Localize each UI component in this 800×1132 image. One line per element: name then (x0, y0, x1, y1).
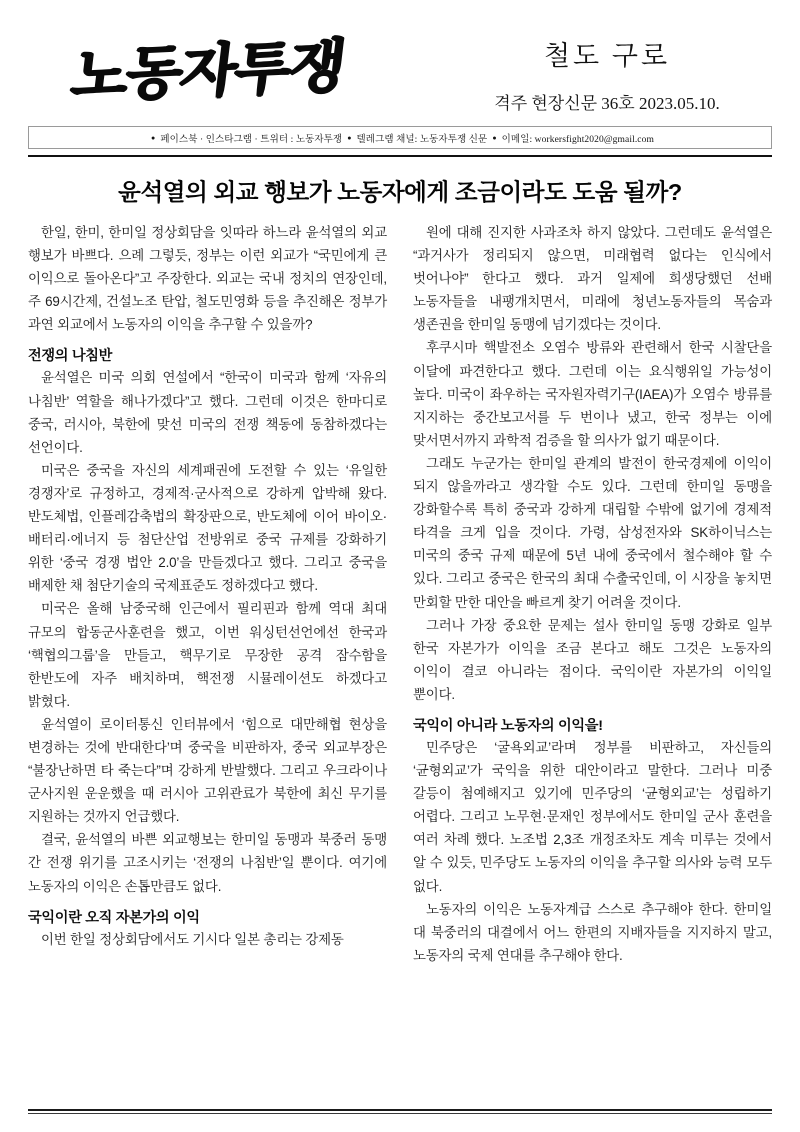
publication-title: 노동자투쟁 (67, 31, 348, 110)
bullet-icon: ● (492, 133, 497, 142)
paragraph: 민주당은 ‘굴욕외교’라며 정부를 비판하고, 자신들의 ‘균형외교’가 국익을 위한 대안이라고 말한다. 그러나 미중 갈등이 첨예해지고 있기에 민주당의 ‘균형외교’는 성립하기 어렵다. 그리고 노무현·문재인 정부에서도 한미일 군사 훈련을 여러 차례 했다. 노조법 2,3조 개정조차도 계속 미루는 것에서 알 수 있듯, 민주당도 노동자의 이익을 추구할 의사와 능력 모두 없다. (413, 739, 772, 894)
bullet-icon: ● (347, 133, 352, 142)
paragraph: 미국은 올해 남중국해 인근에서 필리핀과 함께 역대 최대 규모의 합동군사훈련을 했고, 이번 워싱턴선언에선 한국과 ‘핵협의그룹’을 만들고, 핵무기로 무장한 공격 잠수함을 한반도에 자주 배치하며, 핵전쟁 시뮬레이션도 하겠다고 밝혔다. (28, 601, 387, 709)
paragraph-lead: 한일, 한미, 한미일 정상회담을 잇따라 하느라 윤석열의 외교 행보가 바쁘다. 으례 그렇듯, 정부는 이런 외교가 “국민에게 큰 이익으로 돌아온다”고 주장한다. 외교는 국내 정치의 연장인데, 주 69시간제, 건설노조 탄압, 철도민영화 등을 추진해온 정부가 과연 외교에서 노동자의 이익을 추구할 수 있을까? (28, 225, 387, 333)
paragraph: 윤석열이 로이터통신 인터뷰에서 ‘힘으로 대만해협 현상을 변경하는 것에 반대한다’며 중국을 비판하자, 중국 외교부장은 “불장난하면 타 죽는다”며 강하게 반발했다. 그리고 우크라이나 군사지원 운운했을 때 러시아 고위관료가 북한에 최신 무기를 지원하는 것까지 언급했다. (28, 716, 387, 825)
article-headline: 윤석열의 외교 행보가 노동자에게 조금이라도 도움 될까? (118, 179, 682, 205)
subheading-workers-interest: 국익이 아니라 노동자의 이익을! (413, 717, 603, 734)
contact-social: 페이스북 · 인스타그램 · 트위터 : 노동자투쟁 (160, 134, 343, 145)
subheading-war-compass: 전쟁의 나침반 (28, 348, 113, 365)
edition-meta: 격주 현장신문 36호 2023.05.10. (494, 94, 720, 114)
paragraph: 그러나 가장 중요한 문제는 설사 한미일 동맹 강화로 일부 한국 자본가가 이익을 조금 본다고 해도 그것은 노동자의 이익이 결코 아니라는 점이다. 국익이란 자본가의 이익일 뿐이다. (413, 617, 772, 702)
subheading-national-interest: 국익이란 오직 자본가의 이익 (28, 909, 200, 926)
paragraph: 미국은 중국을 자신의 세계패권에 도전할 수 있는 ‘유일한 경쟁자’로 규정하고, 경제적·군사적으로 강하게 압박해 왔다. 반도체법, 인플레감축법의 확장판으로, 반도체에 이어 바이오·배터리·에너지 등 첨단산업 전방위로 중국 규제를 강화하기 위한 ‘중국 경쟁 법안 2.0’을 만들겠다고 했다. 그리고 중국을 배제한 채 첨단기술의 국제표준도 정하겠다고 했다. (28, 462, 387, 594)
paragraph: 노동자의 이익은 노동자계급 스스로 추구해야 한다. 한미일 대 북중러의 대결에서 어느 한편의 지배자들을 지지하지 말고, 노동자의 국제 연대를 추구해야 한다. (413, 901, 772, 963)
paragraph: 결국, 윤석열의 바쁜 외교행보는 한미일 동맹과 북중러 동맹 간 전쟁 위기를 고조시키는 ‘전쟁의 나침반’일 뿐이다. 여기에 노동자의 이익은 손톱만큼도 없다. (28, 832, 387, 894)
contact-telegram: 텔레그램 채널: 노동자투쟁 신문 (356, 134, 488, 145)
paragraph: 윤석열은 미국 의회 연설에서 “한국이 미국과 함께 ‘자유의 나침반’ 역할을 해나가겠다”고 했다. 그런데 이것은 한마디로 중국, 러시아, 북한에 맞선 미국의 전쟁 책동에 동참하겠다는 선언이다. (28, 370, 387, 455)
contact-email: 이메일: workersfight2020@gmail.com (501, 134, 654, 145)
paragraph: 원에 대해 진지한 사과조차 하지 않았다. 그런데도 윤석열은 “과거사가 정리되지 않으면, 미래협력 없다는 인식에서 벗어나야” 한다고 했다. 과거 일제에 희생당했던 선배 노동자들을 내팽개치면서, 미래에 청년노동자들의 목숨과 생존권을 한미일 동맹에 넘기겠다는 것이다. (413, 225, 772, 333)
left-column (28, 221, 387, 951)
edition-name: 철도 구로 (543, 41, 671, 71)
right-column (413, 221, 772, 967)
article-columns (28, 221, 772, 967)
masthead-logo (28, 31, 428, 118)
paragraph: 후쿠시마 핵발전소 오염수 방류와 관련해서 한국 시찰단을 이달에 파견한다고 했다. 그런데 이는 요식행위일 가능성이 높다. 미국이 좌우하는 국자원자력기구(IAEA)가 오염수 방류를 지지하는 중간보고서를 두 번이나 냈고, 한국 정부는 이에 맞서면서까지 과학적 검증을 할 의사가 없기 때문이다. (413, 340, 772, 448)
paragraph: 그래도 누군가는 한미일 관계의 발전이 한국경제에 이익이 되지 않을까라고 생각할 수도 있다. 그런데 한미일 동맹을 강화할수록 특히 중국과 강하게 대립할 수밖에 없기에 경제적 타격을 크게 입을 것이다. 가령, 삼성전자와 SK하이닉스는 미국의 중국 규제 때문에 5년 내에 중국에서 철수해야 할 수 있다. 그리고 중국은 한국의 최대 수출국인데, 이 시장을 놓치면 만회할 만한 대안을 빠르게 찾기 어려울 것이다. (413, 455, 772, 610)
masthead-edition-block (442, 34, 772, 114)
contact-bar (28, 126, 772, 149)
footer-divider (28, 1109, 772, 1114)
bullet-icon: ● (151, 133, 156, 142)
paragraph-continued: 이번 한일 정상회담에서도 기시다 일본 총리는 강제동 (41, 931, 344, 947)
masthead (28, 0, 772, 118)
